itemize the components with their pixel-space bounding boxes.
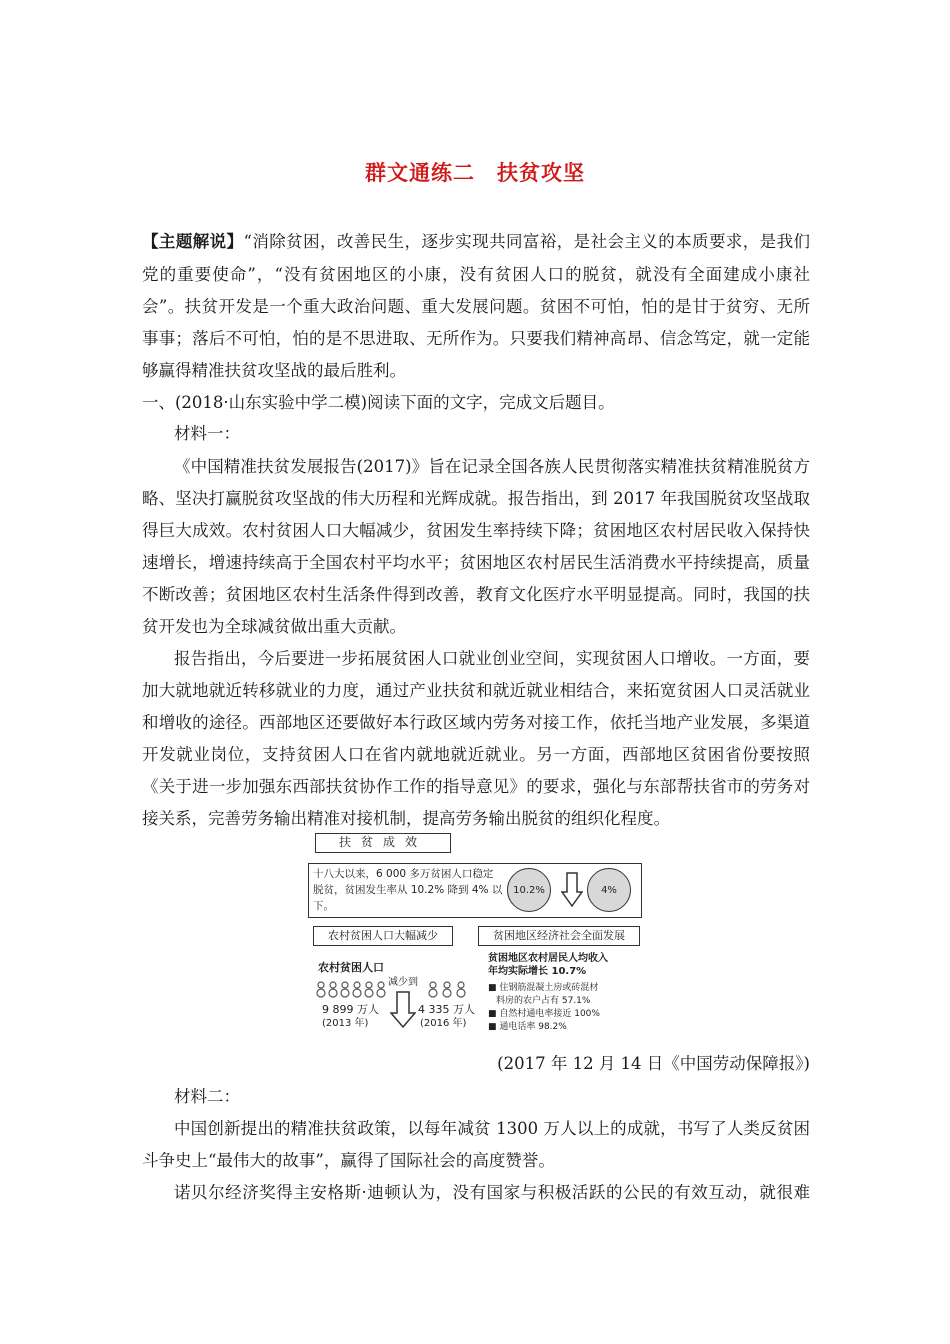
m1-p2-line-2: 加大就地就近转移就业的力度，通过产业扶贫和就近就业相结合，来拓宽贫困人口灵活就业 — [142, 681, 810, 700]
stat-housing-2: 料房的农户占有 57.1% — [496, 996, 591, 1006]
stat-electricity: ■ 自然村通电率接近 100% — [488, 1009, 600, 1019]
source-citation: (2017 年 12 月 14 日《中国劳动保障报》) — [497, 1054, 810, 1073]
reduced-to-label: 减少到 — [388, 977, 418, 988]
intro-line-5: 够赢得精准扶贫攻坚战的最后胜利。 — [142, 361, 406, 380]
decrease-arrow-icon — [390, 991, 416, 1029]
after-count: 4 335 万人 — [418, 1003, 475, 1016]
achievement-text: 十八大以来，6 000 多万贫困人口稳定脱贫，贫困发生率从 10.2% 降到 4% 以下。 — [313, 868, 503, 912]
m1-p1-line-4: 速增长，增速持续高于全国农村平均水平；贫困地区农村居民生活消费水平持续提高，质量 — [142, 553, 810, 572]
after-year: (2016 年) — [420, 1018, 467, 1029]
m1-p2-line-3: 和增收的途径。西部地区还要做好本行政区域内劳务对接工作，依托当地产业发展，多渠道 — [142, 713, 810, 732]
person-icon-group-before — [316, 981, 388, 999]
development-label: 贫困地区经济社会全面发展 — [478, 926, 640, 946]
intro-line-1: 【主题解说】“消除贫困，改善民生，逐步实现共同富裕，是社会主义的本质要求，是我们 — [142, 232, 811, 251]
m1-p1-line-6: 贫开发也为全球减贫做出重大贡献。 — [142, 617, 406, 636]
page-title: 群文通练二 扶贫攻坚 — [365, 160, 585, 185]
arrow-down-icon — [561, 872, 583, 908]
rate-before-circle: 10.2% — [507, 868, 551, 912]
m1-p2-line-6: 接关系，完善劳务输出精准对接机制，提高劳务输出脱贫的组织化程度。 — [142, 809, 670, 828]
m1-p1-line-5: 不断改善；贫困地区农村生活条件得到改善，教育文化医疗水平明显提高。同时，我国的扶 — [142, 585, 810, 604]
m1-p1-line-1: 《中国精准扶贫发展报告(2017)》旨在记录全国各族人民贯彻落实精准扶贫精准脱贫方 — [174, 457, 810, 476]
m2-p1-line-1: 中国创新提出的精准扶贫政策，以每年减贫 1300 万人以上的成就，书写了人类反贫困 — [174, 1119, 810, 1138]
m1-p2-line-5: 《关于进一步加强东西部扶贫协作工作的指导意见》的要求，强化与东部帮扶省市的劳务对 — [142, 777, 810, 796]
material1-heading: 材料一： — [174, 424, 240, 443]
rate-after-circle: 4% — [587, 868, 631, 912]
figure-title: 扶贫成效 — [315, 833, 451, 853]
before-count: 9 899 万人 — [322, 1003, 379, 1016]
m2-p2-line-1: 诺贝尔经济奖得主安格斯·迪顿认为，没有国家与积极活跃的公民的有效互动，就很难 — [174, 1183, 810, 1202]
rural-poor-label: 农村贫困人口大幅减少 — [313, 926, 453, 946]
intro-label: 【主题解说】 — [142, 232, 244, 251]
stat-telephone: ■ 通电话率 98.2% — [488, 1022, 567, 1032]
person-icon-group-after — [428, 981, 468, 999]
income-line-2: 年均实际增长 10.7% — [488, 966, 587, 977]
achievement-box — [308, 863, 642, 918]
question-heading: 一、(2018·山东实验中学二模)阅读下面的文字，完成文后题目。 — [142, 393, 615, 412]
intro-line-4: 事事；落后不可怕，怕的是不思进取、无所作为。只要我们精神高昂、信念笃定，就一定能 — [142, 329, 810, 348]
poverty-results-figure — [308, 833, 648, 1038]
m1-p2-line-1: 报告指出，今后要进一步拓展贫困人口就业创业空间，实现贫困人口增收。一方面，要 — [174, 649, 810, 668]
intro-line-3: 会”。扶贫开发是一个重大政治问题、重大发展问题。贫困不可怕，怕的是甘于贫穷、无所 — [142, 297, 810, 316]
intro-line-2: 党的重要使命”，“没有贫困地区的小康，没有贫困人口的脱贫，就没有全面建成小康社 — [142, 265, 810, 284]
m2-p1-line-2: 斗争史上“最伟大的故事”，赢得了国际社会的高度赞誉。 — [142, 1151, 555, 1170]
m1-p1-line-3: 得巨大成效。农村贫困人口大幅减少，贫困发生率持续下降；贫困地区农村居民收入保持快 — [142, 521, 810, 540]
income-line-1: 贫困地区农村居民人均收入 — [488, 953, 608, 964]
rural-poor-title: 农村贫困人口 — [318, 961, 384, 974]
material2-heading: 材料二： — [174, 1087, 240, 1106]
before-year: (2013 年) — [322, 1018, 369, 1029]
m1-p2-line-4: 开发就业岗位，支持贫困人口在省内就地就近就业。另一方面，西部地区贫困省份要按照 — [142, 745, 810, 764]
m1-p1-line-2: 略、坚决打赢脱贫攻坚战的伟大历程和光辉成就。报告指出，到 2017 年我国脱贫攻坚战取 — [142, 489, 810, 508]
stat-housing-1: ■ 住钢筋混凝土房或砖混材 — [488, 983, 599, 993]
